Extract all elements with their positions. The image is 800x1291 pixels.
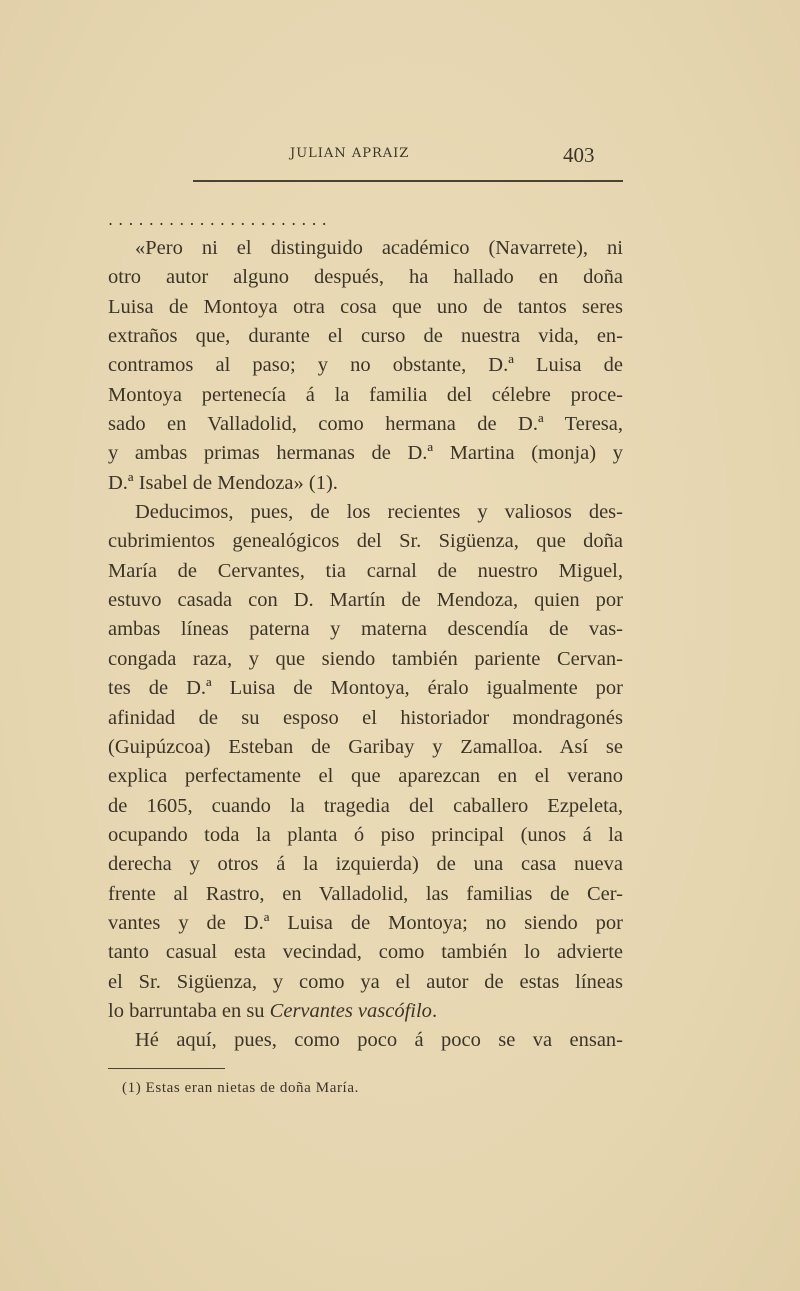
- text-line: [108, 439, 623, 468]
- footnote: (1) Estas eran nietas de doña María.: [122, 1080, 359, 1096]
- text-line-content: estuvo casada con D. Martín de Mendoza, quien por: [108, 589, 623, 612]
- text-line: [108, 234, 623, 263]
- text-line: [108, 263, 623, 292]
- text-line-content: extraños que, durante el curso de nuestra vida, en-: [108, 325, 623, 348]
- text-line: [108, 293, 623, 322]
- text-line: [108, 938, 623, 967]
- text-line: [108, 527, 623, 556]
- italic-book-title: Cervantes vascófilo: [269, 999, 432, 1022]
- text-line-content: afinidad de su esposo el historiador mondragonés: [108, 706, 623, 729]
- text-line-content: cubrimientos genealógicos del Sr. Sigüenza, que doña: [108, 530, 623, 553]
- text-line-content: ambas líneas paterna y materna descendía de vas-: [108, 618, 623, 641]
- text-line: [108, 850, 623, 879]
- text-line-content: Montoya pertenecía á la familia del célebre proce-: [108, 383, 623, 406]
- text-line-content: Luisa de Montoya otra cosa que uno de tantos seres: [108, 295, 623, 318]
- text-line: [108, 322, 623, 351]
- text-line: [108, 615, 623, 644]
- text-line: [108, 469, 623, 498]
- text-line: [108, 557, 623, 586]
- text-line-content: congada raza, y que siendo también pariente Cervan-: [108, 647, 623, 670]
- text-line: [108, 968, 623, 997]
- text-line-content: María de Cervantes, tia carnal de nuestro Miguel,: [108, 559, 623, 582]
- text-line: [108, 704, 623, 733]
- text-line-content: y ambas primas hermanas de D.ª Martina (monja) y: [108, 442, 623, 465]
- text-line: [108, 674, 623, 703]
- page-number: 403: [563, 143, 595, 167]
- text-line-content: lo barruntaba en su: [108, 999, 270, 1022]
- text-line: [108, 821, 623, 850]
- text-line: [108, 792, 623, 821]
- text-line-content: frente al Rastro, en Valladolid, las familias de Cer-: [108, 882, 623, 905]
- text-line: [108, 498, 623, 527]
- text-line-content: sado en Valladolid, como hermana de D.ª Teresa,: [108, 413, 623, 436]
- text-line-content: ocupando toda la planta ó piso principal (unos á la: [108, 823, 623, 846]
- text-line: [108, 762, 623, 791]
- text-line-content: tanto casual esta vecindad, como también lo advierte: [108, 941, 623, 964]
- text-line-content: Deducimos, pues, de los recientes y valiosos des-: [135, 501, 623, 524]
- running-head-author: JULIAN APRAIZ: [290, 146, 410, 161]
- text-line: [108, 351, 623, 380]
- text-line-content: explica perfectamente el que aparezcan en el verano: [108, 765, 623, 788]
- text-line: [108, 586, 623, 615]
- text-line: [108, 381, 623, 410]
- text-line-content: contramos al paso; y no obstante, D.ª Luisa de: [108, 354, 623, 377]
- text-line: [108, 733, 623, 762]
- body-text: [108, 234, 623, 1056]
- text-line-content: Hé aquí, pues, como poco á poco se va ensan-: [135, 1029, 623, 1052]
- header-rule: [193, 180, 623, 182]
- text-line: [108, 410, 623, 439]
- text-line-content: derecha y otros á la izquierda) de una casa nueva: [108, 853, 623, 876]
- text-line-content: «Pero ni el distinguido académico (Navarrete), ni: [135, 237, 623, 259]
- text-line: [108, 880, 623, 909]
- text-line-content: tes de D.ª Luisa de Montoya, éralo igualmente por: [108, 677, 623, 700]
- footnote-rule: [108, 1068, 225, 1069]
- text-line-content: vantes y de D.ª Luisa de Montoya; no siendo por: [108, 911, 623, 934]
- text-line-content: (Guipúzcoa) Esteban de Garibay y Zamalloa. Así se: [108, 735, 623, 758]
- text-line-content: de 1605, cuando la tragedia del caballero Ezpeleta,: [108, 794, 623, 817]
- text-line-content: D.ª Isabel de Mendoza» (1).: [108, 471, 338, 494]
- text-line-content: otro autor alguno después, ha hallado en doña: [108, 266, 623, 289]
- text-line-punctuation: .: [431, 999, 438, 1022]
- text-line: [108, 997, 623, 1026]
- text-line: [108, 1026, 623, 1055]
- ellipsis-dots: . . . . . . . . . . . . . . . . . . . . . .: [108, 210, 327, 229]
- text-line: [108, 645, 623, 674]
- text-line: [108, 909, 623, 938]
- text-line-content: el Sr. Sigüenza, y como ya el autor de estas líneas: [108, 970, 623, 993]
